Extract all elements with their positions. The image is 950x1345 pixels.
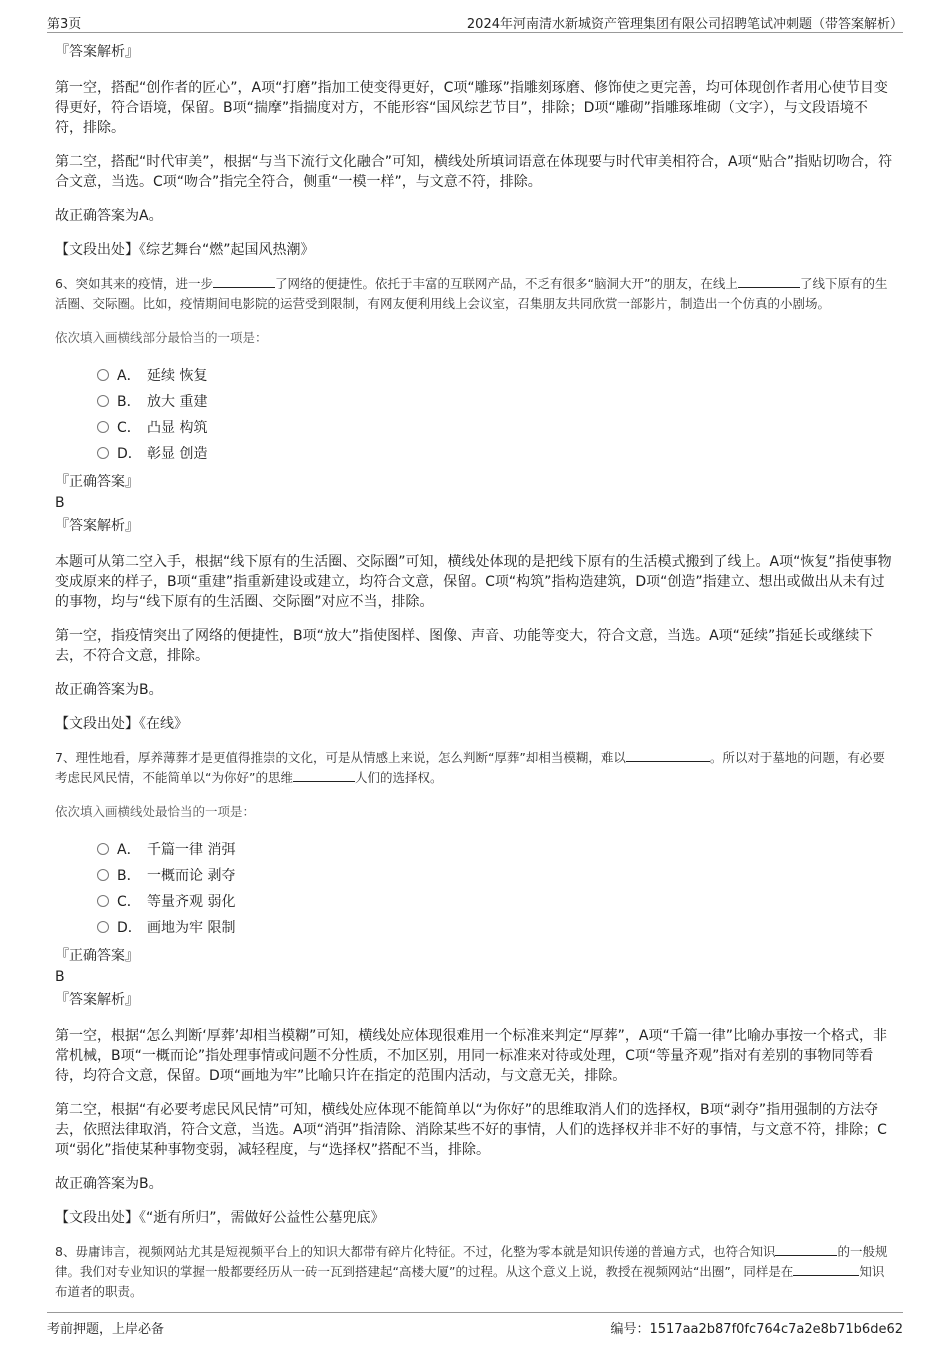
conclusion: 故正确答案为A。: [55, 208, 163, 224]
question-6-options: [97, 362, 895, 466]
blank-line: [213, 275, 275, 288]
radio-icon[interactable]: [97, 421, 109, 433]
question-6-stem: 6、突如其来的疫情，进一步 了网络的便捷性。依托于丰富的互联网产品，不乏有很多“脑洞大开”的朋友，在线上 了线下原有的生活圈、交际圈。比如，疫情期间电影院的运营受到限制，有网友便利用线上会议室，召集朋友共同欣赏一部影片，制造出一个仿真的小剧场。: [55, 276, 888, 311]
document-title: 2024年河南清水新城资产管理集团有限公司招聘笔试冲刺题（带答案解析）: [466, 17, 903, 32]
blank-line: [738, 275, 800, 288]
analysis-paragraph: 第一空，搭配“创作者的匠心”，A项“打磨”指加工使变得更好，C项“雕琢”指雕刻琢磨、修饰使之更完善，均可体现创作者用心使节目变得更好，符合语境，保留。B项“揣摩”指揣度对方，不能形容“国风综艺节目”，排除；D项“雕砌”指雕琢堆砌（文字），与文段语境不符，排除。: [55, 80, 888, 136]
question-6-prompt: 依次填入画横线部分最恰当的一项是：: [55, 330, 268, 345]
analysis-tag: 『答案解析』: [55, 44, 139, 60]
option-a[interactable]: A． 延续 恢复: [97, 362, 895, 388]
page-header: [47, 10, 903, 33]
source: 【文段出处】《综艺舞台“燃”起国风热潮》: [55, 242, 315, 258]
source: 【文段出处】《在线》: [55, 716, 188, 732]
radio-icon[interactable]: [97, 895, 109, 907]
question-8-stem: 8、毋庸讳言，视频网站尤其是短视频平台上的知识大都带有碎片化特征。不过，化整为零本就是知识传递的普遍方式，也符合知识 的一般规律。我们对专业知识的掌握一般都要经历从一砖一瓦到搭建起“高楼大厦”的过程。从这个意义上说，教授在视频网站“出圈”，同样是在 知识布道者的职责。: [55, 1244, 888, 1299]
radio-icon[interactable]: [97, 843, 109, 855]
radio-icon[interactable]: [97, 447, 109, 459]
page-number: 第3页: [47, 17, 82, 32]
blank-line: [793, 1263, 859, 1276]
blank-line: [626, 749, 710, 762]
analysis-paragraph: 本题可从第二空入手，根据“线下原有的生活圈、交际圈”可知，横线处体现的是把线下原有的生活模式搬到了线上。A项“恢复”指使事物变成原来的样子，B项“重建”指重新建设或建立，均符合文意，保留。C项“构筑”指构造建筑，D项“创造”指建立、想出或做出从未有过的事物，均与“线下原有的生活圈、交际圈”对应不当，排除。: [55, 554, 892, 610]
blank-line: [293, 769, 355, 782]
analysis-tag: 『答案解析』: [55, 992, 139, 1008]
option-d[interactable]: D． 彰显 创造: [97, 440, 895, 466]
radio-icon[interactable]: [97, 921, 109, 933]
conclusion: 故正确答案为B。: [55, 1176, 163, 1192]
option-d[interactable]: D． 画地为牢 限制: [97, 914, 895, 940]
analysis-paragraph: 第二空，搭配“时代审美”，根据“与当下流行文化融合”可知，横线处所填词语意在体现要与时代审美相符合，A项“贴合”指贴切吻合，符合文意，当选。C项“吻合”指完全符合，侧重“一模一样”，与文意不符，排除。: [55, 154, 893, 190]
radio-icon[interactable]: [97, 395, 109, 407]
correct-answer-tag: 『正确答案』: [55, 474, 139, 490]
analysis-paragraph: 第二空，根据“有必要考虑民风民情”可知，横线处应体现不能简单以“为你好”的思维取消人们的选择权，B项“剥夺”指用强制的方法夺去，依照法律取消，符合文意，当选。A项“消弭”指清除、消除某些不好的事情，人们的选择权并非不好的事情，与文意不符，排除；C项“弱化”指使某种事物变弱，减轻程度，与“选择权”搭配不当，排除。: [55, 1102, 887, 1158]
question-7-options: [97, 836, 895, 940]
radio-icon[interactable]: [97, 869, 109, 881]
source: 【文段出处】《“逝有所归”，需做好公益性公墓兜底》: [55, 1210, 385, 1226]
correct-answer: B: [55, 495, 65, 511]
footer-slogan: 考前押题，上岸必备: [47, 1322, 165, 1337]
option-c[interactable]: C． 凸显 构筑: [97, 414, 895, 440]
option-a[interactable]: A． 千篇一律 消弭: [97, 836, 895, 862]
question-7-prompt: 依次填入画横线处最恰当的一项是：: [55, 804, 256, 819]
correct-answer: B: [55, 969, 65, 985]
page-footer: [47, 1312, 903, 1341]
correct-answer-tag: 『正确答案』: [55, 948, 139, 964]
option-c[interactable]: C． 等量齐观 弱化: [97, 888, 895, 914]
radio-icon[interactable]: [97, 369, 109, 381]
option-b[interactable]: B． 一概而论 剥夺: [97, 862, 895, 888]
conclusion: 故正确答案为B。: [55, 682, 163, 698]
document-code: 编号：1517aa2b87f0fc764c7a2e8b71b6de62: [610, 1322, 903, 1337]
analysis-paragraph: 第一空，指疫情突出了网络的便捷性，B项“放大”指使图样、图像、声音、功能等变大，符合文意，当选。A项“延续”指延长或继续下去，不符合文意，排除。: [55, 628, 874, 664]
main-content: [55, 42, 895, 1316]
analysis-tag: 『答案解析』: [55, 518, 139, 534]
question-7-stem: 7、理性地看，厚养薄葬才是更值得推崇的文化，可是从情感上来说，怎么判断“厚葬”却相当模糊，难以 。所以对于墓地的问题，有必要考虑民风民情，不能简单以“为你好”的思维 人们的选择权。: [55, 750, 885, 785]
blank-line: [775, 1243, 837, 1256]
analysis-paragraph: 第一空，根据“怎么判断‘厚葬’却相当模糊”可知，横线处应体现很难用一个标准来判定“厚葬”，A项“千篇一律”比喻办事按一个格式，非常机械，B项“一概而论”指处理事情或问题不分性质，不加区别，用同一标准来对待或处理，C项“等量齐观”指对有差别的事物同等看待，均符合文意，保留。D项“画地为牢”比喻只许在指定的范围内活动，与文意无关，排除。: [55, 1028, 887, 1084]
option-b[interactable]: B． 放大 重建: [97, 388, 895, 414]
